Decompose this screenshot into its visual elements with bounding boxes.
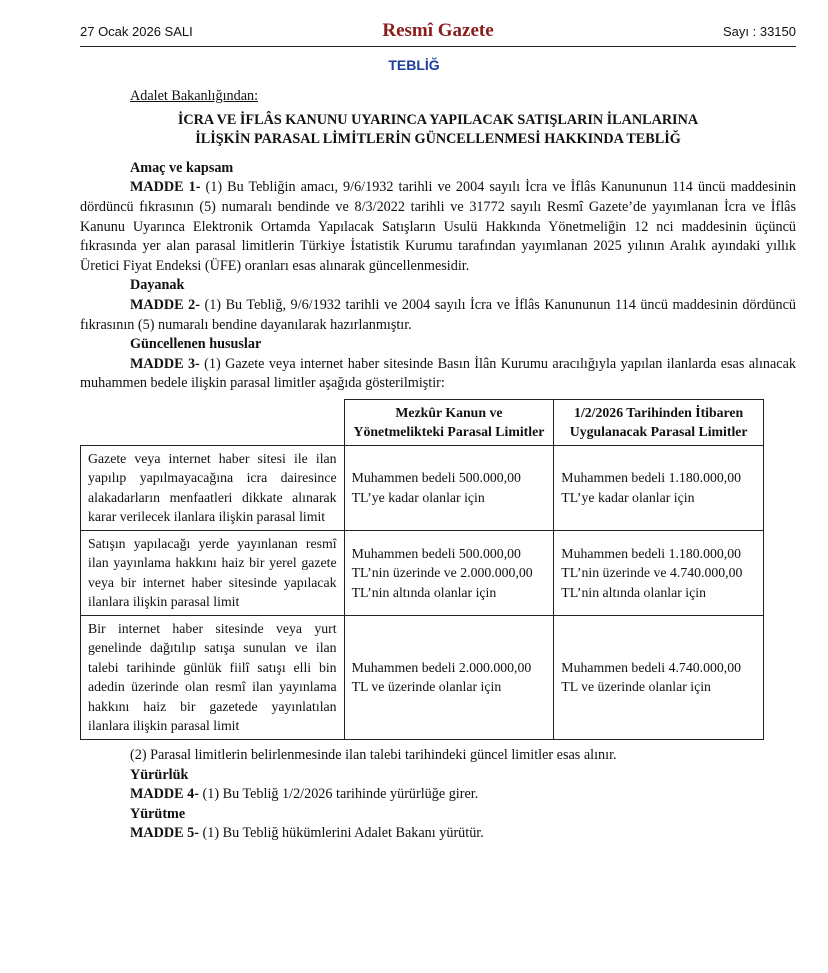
title-line-2: İLİŞKİN PARASAL LİMİTLERİN GÜNCELLENMESİ HAKKINDA TEBLİĞ xyxy=(195,131,681,148)
limits-table xyxy=(80,399,764,740)
article-5-label: MADDE 5- xyxy=(130,825,199,842)
section-type: TEBLİĞ xyxy=(388,57,440,73)
article-3-text: (1) Gazete veya internet haber sitesinde Basın İlân Kurumu aracılığıyla yapılan ilanlarda esas alınacak muhammen bedele ilişkin parasal limitler aşağıda gösterilmiştir: xyxy=(80,355,796,392)
new-limit-cell: Muhammen bedeli 1.180.000,00 TL’ye kadar olanlar için xyxy=(554,445,764,530)
gazette-name: Resmî Gazete xyxy=(382,20,494,41)
article-1-label: MADDE 1- xyxy=(130,179,201,196)
heading-guncellenen: Güncellenen hususlar xyxy=(130,336,262,353)
old-limit-cell: Muhammen bedeli 500.000,00 TL’nin üzerinde ve 2.000.000,00 TL’nin altında olanlar için xyxy=(344,530,554,615)
col-header-new-limits: 1/2/2026 Tarihinden İtibaren Uygulanacak Parasal Limitler xyxy=(554,399,764,445)
title-line-1: İCRA VE İFLÂS KANUNU UYARINCA YAPILACAK SATIŞLARIN İLANLARINA xyxy=(177,111,699,128)
new-limit-cell: Muhammen bedeli 1.180.000,00 TL’nin üzerinde ve 4.740.000,00 TL’nin altında olanlar için xyxy=(554,530,764,615)
table-row xyxy=(81,530,764,615)
table-header-row xyxy=(81,399,764,445)
gazette-header xyxy=(80,20,796,44)
heading-dayanak: Dayanak xyxy=(130,277,185,294)
old-limit-cell: Muhammen bedeli 500.000,00 TL’ye kadar olanlar için xyxy=(344,445,554,530)
row-description: Gazete veya internet haber sitesi ile ilan yapılıp yapılmayacağına icra dairesince alakadarların menfaatleri dikkate alınarak karar verilecek ilanlara ilişkin parasal limit xyxy=(81,445,345,530)
col-header-old-limits: Mezkûr Kanun ve Yönetmelikteki Parasal Limitler xyxy=(344,399,554,445)
article-5 xyxy=(130,824,796,844)
issue-number: Sayı : 33150 xyxy=(723,24,796,39)
heading-yurutme: Yürütme xyxy=(130,805,186,822)
table-row xyxy=(81,615,764,739)
old-limit-cell: Muhammen bedeli 2.000.000,00 TL ve üzerinde olanlar için xyxy=(344,615,554,739)
article-2-text: (1) Bu Tebliğ, 9/6/1932 tarihli ve 2004 sayılı İcra ve İflâs Kanununun 114 üncü maddesinin dördüncü fıkrasının (5) numaralı bendine dayanılarak hazırlanmıştır. xyxy=(80,296,796,333)
ministry-name: Adalet Bakanlığından: xyxy=(130,88,259,104)
header-divider xyxy=(80,46,796,47)
article-1 xyxy=(80,178,796,276)
heading-yururluk: Yürürlük xyxy=(130,766,189,783)
article-4 xyxy=(130,785,796,805)
article-4-text: (1) Bu Tebliğ 1/2/2026 tarihinde yürürlüğe girer. xyxy=(198,786,479,803)
article-3 xyxy=(80,355,796,394)
table-empty-cell xyxy=(81,399,345,445)
issue-date: 27 Ocak 2026 SALI xyxy=(80,24,193,39)
document-body xyxy=(80,87,796,844)
article-2-label: MADDE 2- xyxy=(130,296,200,313)
document-title xyxy=(80,111,796,150)
row-description: Satışın yapılacağı yerde yayınlanan resmî ilan yayınlama hakkını haiz bir yerel gazete veya bir internet haber sitesinde yapılacak ilanlara ilişkin parasal limit xyxy=(81,530,345,615)
article-4-label: MADDE 4- xyxy=(130,786,199,803)
article-3-label: MADDE 3- xyxy=(130,355,200,372)
heading-amac: Amaç ve kapsam xyxy=(130,159,234,176)
table-row xyxy=(81,445,764,530)
article-3-paragraph-2: (2) Parasal limitlerin belirlenmesinde ilan talebi tarihindeki güncel limitler esas alınır. xyxy=(130,746,617,763)
article-1-text: (1) Bu Tebliğin amacı, 9/6/1932 tarihli ve 2004 sayılı İcra ve İflâs Kanununun 114 üncü maddesinin dördüncü fıkrasının (5) numaralı bendinde ve 8/3/2022 tarihli ve 31772 sayılı Resmî Gazete’de yayımlanan İcra ve İflâs Kanunu Uyarınca Elektronik Ortamda Yapılacak Satışların Usulü Hakkında Yönetmeliğin 12 nci maddesinin üçüncü fıkrasında yer alan parasal limitlerin Türkiye İstatistik Kurumu tarafından yayımlanan 2025 yılının Aralık ayındaki yıllık Üretici Fiyat Endeksi (ÜFE) oranları esas alınarak güncellenmesidir. xyxy=(80,179,796,274)
article-5-text: (1) Bu Tebliğ hükümlerini Adalet Bakanı yürütür. xyxy=(198,825,484,842)
row-description: Bir internet haber sitesinde veya yurt genelinde dağıtılıp satışa sunulan ve ilan talebi tarihinde günlük fiilî satışı elli bin adedin üzerinde olan resmî ilan yayınlama hakkını haiz bir gazetede yayınlatılan ilanlara ilişkin parasal limit xyxy=(81,615,345,739)
new-limit-cell: Muhammen bedeli 4.740.000,00 TL ve üzerinde olanlar için xyxy=(554,615,764,739)
article-2 xyxy=(80,296,796,335)
